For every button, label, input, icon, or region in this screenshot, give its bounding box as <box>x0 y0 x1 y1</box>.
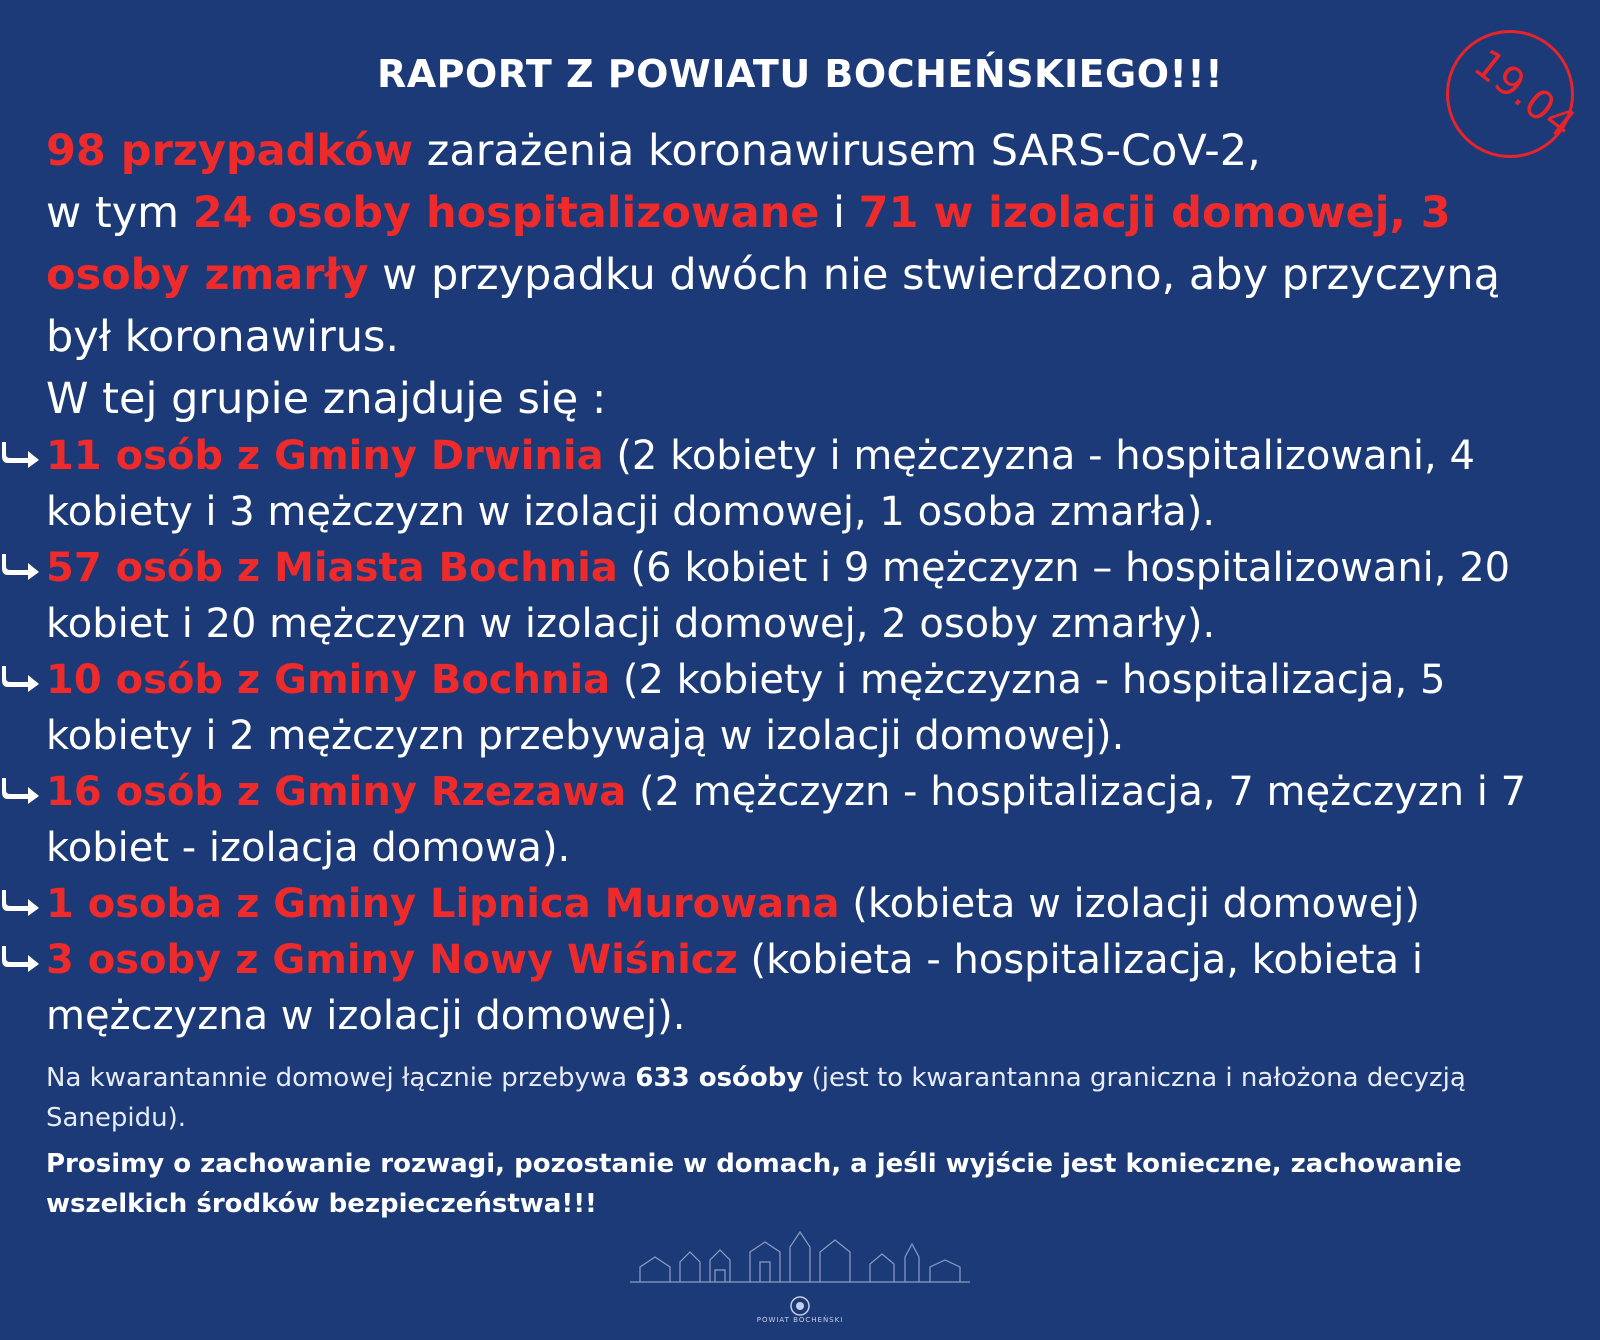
arrow-right-turn-icon <box>2 942 42 972</box>
arrow-right-turn-icon <box>2 774 42 804</box>
group-highlight: 16 osób z Gminy Rzezawa <box>46 769 627 815</box>
date-stamp-text: 19.04 <box>1464 40 1584 148</box>
arrow-right-turn-icon <box>2 662 42 692</box>
list-item <box>46 764 1566 876</box>
groups-list <box>46 428 1566 1044</box>
group-highlight: 3 osoby z Gminy Nowy Wiśnicz <box>46 937 738 983</box>
quarantine-count: 633 osóoby <box>635 1063 804 1093</box>
list-item <box>46 540 1566 652</box>
isolation-count: 71 w izolacji domowej, 3 osoby zmarły <box>46 188 1451 300</box>
cases-count: 98 przypadków <box>46 126 414 176</box>
group-detail: (6 kobiet i 9 mężczyzn – hospitalizowani, 20 kobiet i 20 mężczyzn w izolacji domowej, 2 osoby zmarły). <box>46 545 1511 647</box>
group-detail: (2 mężczyzn - hospitalizacja, 7 mężczyzn i 7 kobiet - izolacja domowa). <box>46 769 1527 871</box>
group-detail: (2 kobiety i mężczyzna - hospitalizacja, 5 kobiety i 2 mężczyzn przebywają w izolacji domowej). <box>46 657 1446 759</box>
list-item <box>46 876 1566 932</box>
group-detail: (2 kobiety i mężczyzna - hospitalizowani, 4 kobiety i 3 mężczyzn w izolacji domowej, 1 osoba zmarła). <box>46 433 1475 535</box>
arrow-right-turn-icon <box>2 438 42 468</box>
list-item <box>46 932 1566 1044</box>
and-text: i <box>819 188 859 238</box>
arrow-right-turn-icon <box>2 886 42 916</box>
list-item <box>46 428 1566 540</box>
cases-tail: zarażenia koronawirusem SARS-CoV-2, <box>413 126 1261 176</box>
line2-lead: w tym <box>46 188 193 238</box>
group-detail: (kobieta w izolacji domowej) <box>839 881 1421 927</box>
arrow-right-turn-icon <box>2 550 42 580</box>
intro-section <box>46 120 1566 430</box>
intro-paragraph <box>46 120 1566 368</box>
list-item <box>46 652 1566 764</box>
quarantine-lead: Na kwarantannie domowej łącznie przebywa <box>46 1063 636 1093</box>
group-highlight: 57 osób z Miasta Bochnia <box>46 545 618 591</box>
group-highlight: 10 osób z Gminy Bochnia <box>46 657 611 703</box>
group-highlight: 1 osoba z Gminy Lipnica Murowana <box>46 881 840 927</box>
quarantine-tail: (jest to kwarantanna graniczna i nałożona decyzją Sanepidu). <box>46 1063 1466 1133</box>
hospitalized-count: 24 osoby hospitalizowane <box>192 188 820 238</box>
report-title: RAPORT Z POWIATU BOCHEŃSKIEGO!!! <box>376 52 1224 96</box>
group-detail: (kobieta - hospitalizacja, kobieta i mężczyzna w izolacji domowej). <box>46 937 1423 1039</box>
intro-rest: w przypadku dwóch nie stwierdzono, aby przyczyną był koronawirus. <box>46 250 1500 362</box>
logo-caption: POWIAT BOCHEŃSKI <box>756 1316 844 1324</box>
group-highlight: 11 osób z Gminy Drwinia <box>46 433 604 479</box>
appeal-text: Prosimy o zachowanie rozwagi, pozostanie w domach, a jeśli wyjście jest konieczne, zachowanie wszelkich środków bezpieczeństwa!!! <box>46 1149 1462 1219</box>
group-lead: W tej grupie znajduje się : <box>46 374 607 424</box>
footer-section <box>46 1058 1546 1224</box>
quarantine-note <box>46 1058 1546 1138</box>
